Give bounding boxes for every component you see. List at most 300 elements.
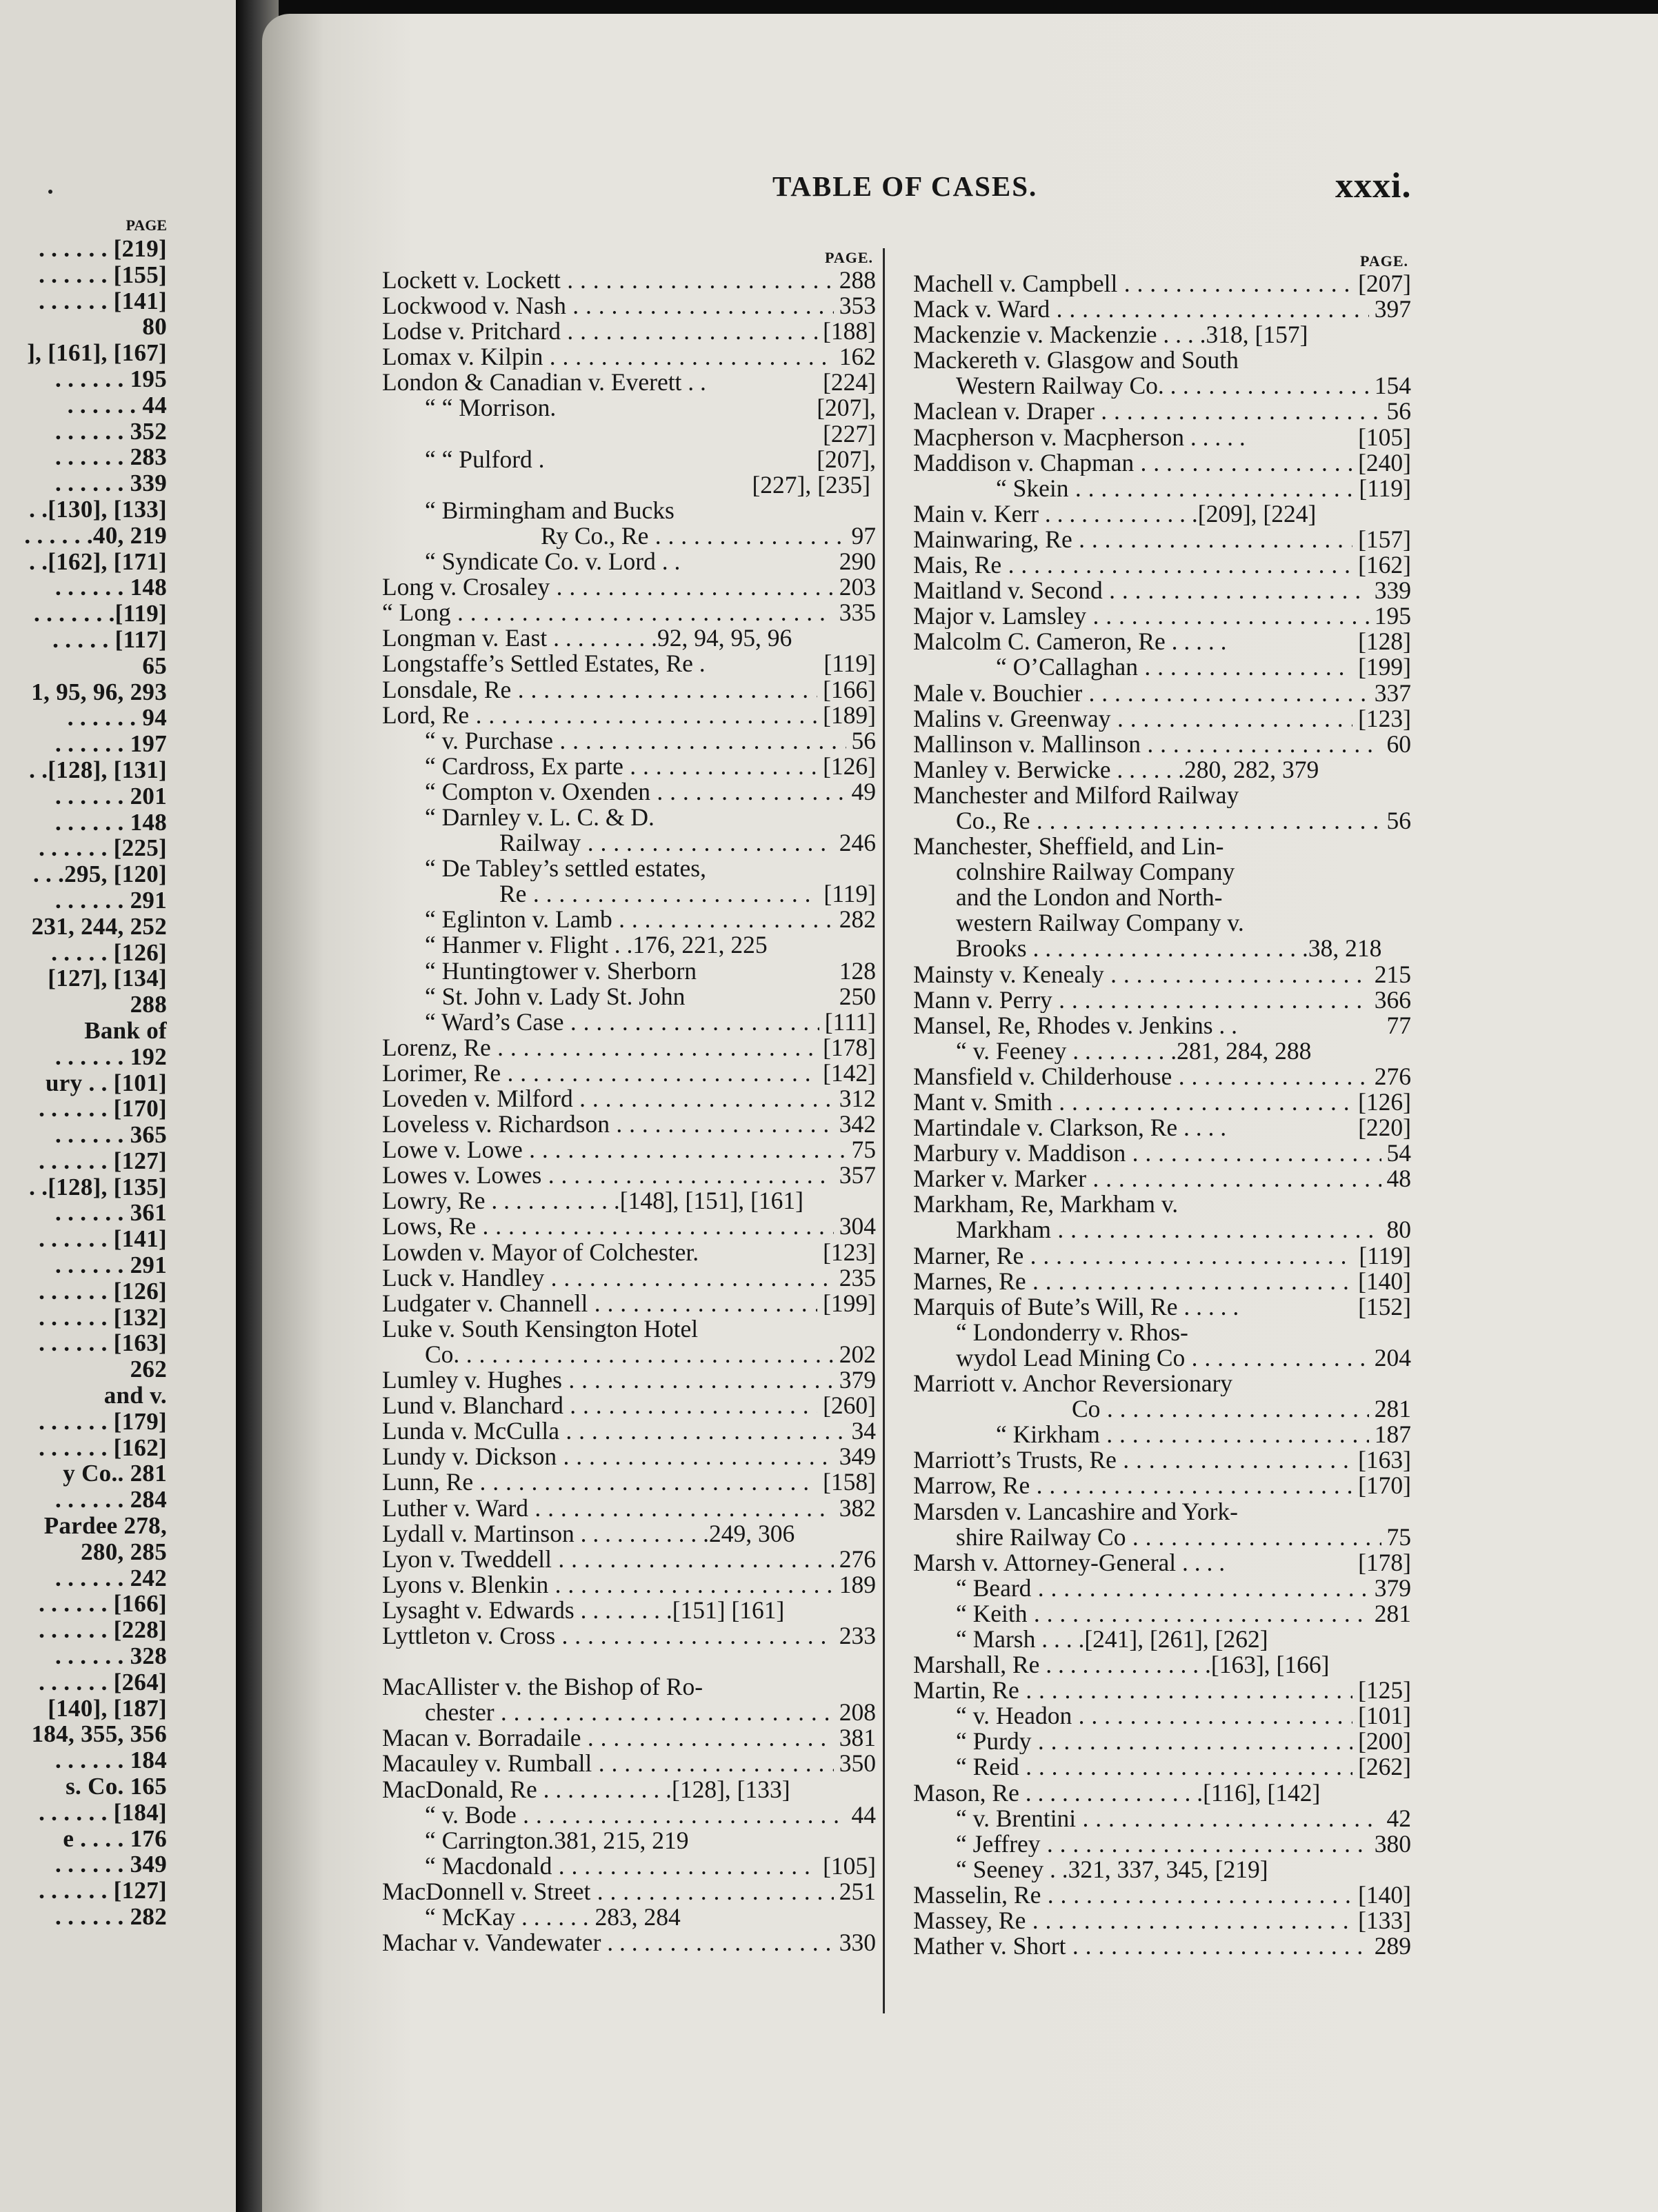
case-page-ref (870, 1904, 876, 1930)
page-header (262, 166, 1658, 211)
case-entry (382, 1496, 876, 1521)
case-name: Luther v. Ward . . . (382, 1496, 834, 1521)
case-entry (913, 1573, 1411, 1602)
case-page-ref: 379 (1374, 1573, 1411, 1602)
case-entry (913, 1447, 1411, 1473)
fragment-line: . . . . . . [179] (39, 1407, 167, 1435)
fragment-line: . . . . . . [155] (39, 261, 167, 288)
fragment-line: . . . . . . [127] (39, 1877, 167, 1904)
case-entry (913, 1806, 1411, 1831)
case-name: Long v. Crosaley . . . (382, 574, 834, 600)
case-name: Machell v. Campbell . . . (913, 271, 1352, 296)
case-name: Malins v. Greenway . . . (913, 706, 1352, 732)
case-entry (913, 1678, 1411, 1703)
case-page-ref: [140] (1358, 1267, 1411, 1295)
case-name: MacAllister v. the Bishop of Ro- (382, 1674, 703, 1700)
case-name: “ De Tabley’s settled estates, (425, 856, 706, 882)
case-name: “ Purdy . . . (913, 1729, 1352, 1754)
case-page-ref: 54 (1386, 1139, 1411, 1167)
case-name: Lydall v. Martinson . . . . . . . . . . .249, 306 (382, 1520, 795, 1547)
fragment-line: ury . . [101] (46, 1069, 167, 1096)
case-name: “ Huntingtower v. Sherborn (425, 958, 697, 984)
case-name: Lowes v. Lowes . . . (382, 1163, 834, 1188)
case-entry (913, 603, 1411, 629)
case-page-ref: [125] (1358, 1676, 1411, 1705)
case-name: chester . . . (382, 1700, 834, 1725)
case-entry (382, 421, 876, 447)
case-entry (382, 907, 876, 932)
case-name: and the London and North- (956, 885, 1223, 911)
case-name: Mack v. Ward . . . (913, 296, 1369, 322)
case-entry (913, 1140, 1411, 1166)
case-page-ref: [166] (823, 675, 876, 703)
case-page-ref: 335 (839, 599, 876, 627)
case-page-ref (1406, 1499, 1411, 1525)
fragment-line: 231, 244, 252 (31, 912, 167, 940)
case-entry (913, 654, 1411, 680)
fragment-line: . . . . . . 148 (55, 574, 167, 601)
case-entry (382, 268, 876, 293)
case-page-ref: [157] (1358, 525, 1411, 553)
fragment-line: 280, 285 (81, 1538, 167, 1565)
fragment-line: . . . . . . 197 (55, 730, 167, 758)
case-name: Mann v. Perry . . . (913, 987, 1369, 1013)
case-entry (382, 1393, 876, 1418)
case-name: “ Skein . . . (913, 476, 1353, 501)
case-page-ref: 215 (1374, 960, 1411, 988)
case-page-ref (1406, 1192, 1411, 1217)
case-entry (913, 1320, 1411, 1345)
case-page-ref (1406, 1780, 1411, 1806)
case-page-ref (870, 1521, 876, 1547)
case-page-ref: 195 (1374, 602, 1411, 630)
case-name: Macan v. Borradaile . . . (382, 1725, 834, 1751)
case-page-ref (870, 625, 876, 651)
case-entry (913, 808, 1411, 834)
case-name: Marquis of Bute’s Will, Re . . . . . (913, 1294, 1239, 1320)
case-entry (913, 1396, 1411, 1422)
case-entry (913, 476, 1411, 501)
case-name: “ v. Feeney . . . . . . . . .281, 284, 288 (956, 1038, 1312, 1064)
case-page-ref (870, 1777, 876, 1802)
case-name: Marner, Re . . . (913, 1243, 1353, 1269)
case-name: Western Railway Co. . . . . (913, 373, 1369, 399)
case-entry (913, 527, 1411, 552)
case-page-ref: 342 (839, 1110, 876, 1138)
case-entry (382, 395, 876, 421)
fragment-line: . . .295, [120] (32, 861, 167, 888)
case-entry (382, 805, 876, 830)
case-name: Mainwaring, Re . . . (913, 527, 1352, 552)
case-name: “ Compton v. Oxenden . . . (382, 779, 846, 805)
case-name: Luke v. South Kensington Hotel (382, 1316, 699, 1342)
case-entry (382, 1086, 876, 1112)
case-entry (382, 1240, 876, 1265)
fragment-line: 80 (142, 313, 167, 341)
case-entry (382, 1188, 876, 1214)
case-entry (382, 1674, 876, 1700)
case-entry (913, 1703, 1411, 1729)
case-entry (382, 1930, 876, 1955)
case-entry (913, 987, 1411, 1013)
case-entry (382, 1316, 876, 1342)
case-page-ref: 75 (1386, 1522, 1411, 1551)
page-column-label: PAGE. (825, 249, 873, 266)
case-name: Mallinson v. Mallinson . . . (913, 732, 1381, 757)
case-name: “ v. Bode . . . (382, 1802, 846, 1828)
fragment-line: . . . . . . 328 (55, 1642, 167, 1670)
case-entry (382, 1009, 876, 1035)
case-page-ref: [240] (1358, 448, 1411, 476)
case-name: “ Syndicate Co. v. Lord . . (425, 549, 681, 575)
fragment-line: . . . . . . 148 (55, 808, 167, 836)
case-name: Ludgater v. Channell . . . (382, 1291, 817, 1316)
case-entry (913, 936, 1411, 961)
fragment-line: [127], [134] (48, 965, 167, 992)
case-name: Maitland v. Second . . . (913, 578, 1369, 603)
case-page-ref: [123] (1358, 704, 1411, 732)
case-page-ref: [128] (1358, 627, 1411, 656)
fragment-line: . . . . . . [141] (39, 1225, 167, 1253)
case-entry (382, 370, 876, 395)
case-entry (913, 578, 1411, 603)
case-name: Marrow, Re . . . (913, 1473, 1352, 1498)
case-name: Macauley v. Rumball . . . (382, 1751, 834, 1776)
index-column-left (382, 248, 876, 1955)
case-entry (382, 1572, 876, 1598)
case-name: Lockett v. Lockett . . . (382, 268, 834, 293)
case-page-ref: 208 (839, 1698, 876, 1727)
case-name: Marbury v. Maddison . . . (913, 1140, 1381, 1166)
case-name: Lumley v. Hughes . . . (382, 1367, 834, 1393)
case-page-ref: [199] (1358, 653, 1411, 681)
case-entry (913, 1038, 1411, 1064)
case-page-ref (1406, 834, 1411, 859)
case-page-ref: 235 (839, 1263, 876, 1291)
previous-page-label: PAGE (126, 217, 167, 234)
case-page-ref (870, 1316, 876, 1342)
case-name: “ v. Brentini . . . (913, 1806, 1381, 1831)
case-entry (382, 1547, 876, 1572)
case-page-ref (870, 856, 876, 881)
case-page-ref (1406, 910, 1411, 936)
fragment-line: . . . . . . [170] (39, 1095, 167, 1123)
case-entry (382, 1853, 876, 1879)
case-page-ref: [140] (1358, 1880, 1411, 1909)
case-page-ref: 75 (851, 1136, 876, 1164)
case-name: Lyttleton v. Cross . . . (382, 1623, 834, 1649)
case-entry (913, 1780, 1411, 1806)
case-page-ref: 353 (839, 292, 876, 320)
case-entry (913, 629, 1411, 654)
case-page-ref: 60 (1386, 730, 1411, 758)
case-name: shire Railway Co . . . (913, 1525, 1381, 1550)
case-entry (382, 1828, 876, 1853)
case-name: Marriott v. Anchor Reversionary (913, 1371, 1233, 1397)
case-entry (913, 1345, 1411, 1371)
case-page-ref: [133] (1358, 1907, 1411, 1934)
case-entry (913, 885, 1411, 910)
case-name: “ v. Headon . . . (913, 1703, 1352, 1729)
case-name: Lomax v. Kilpin . . . (382, 344, 834, 370)
case-entry (913, 296, 1411, 322)
case-name: “ “ Morrison. (425, 395, 557, 421)
case-name: Lowe v. Lowe . . . (382, 1137, 846, 1163)
fragment-line: . . . . . . 242 (55, 1564, 167, 1591)
case-name: “ St. John v. Lady St. John (425, 983, 686, 1009)
case-name: “ Reid . . . (913, 1754, 1352, 1780)
fragment-line: . . . . . . 361 (55, 1199, 167, 1227)
case-page-ref: 357 (839, 1161, 876, 1189)
case-name: Lunn, Re . . . (382, 1469, 817, 1495)
case-entry (913, 1269, 1411, 1294)
fragment-line: 184, 355, 356 (31, 1720, 167, 1748)
case-name: “ Birmingham and Bucks (425, 497, 675, 523)
fragment-line: . . . . . . [162] (39, 1434, 167, 1461)
case-name: Mainsty v. Kenealy . . . (913, 962, 1369, 987)
case-page-ref (1406, 859, 1411, 885)
case-page-ref (870, 805, 876, 830)
case-page-ref: 381 (839, 1724, 876, 1752)
case-entry (913, 1064, 1411, 1089)
case-name: Manley v. Berwicke . . . . . .280, 282, 379 (913, 756, 1319, 783)
fragment-line: . . . . . . 291 (55, 886, 167, 914)
case-entry (382, 549, 876, 574)
case-entry (913, 1371, 1411, 1396)
case-entry (382, 1060, 876, 1086)
case-page-ref (1406, 1652, 1411, 1678)
case-entry (913, 271, 1411, 296)
case-page-ref: 189 (839, 1570, 876, 1598)
case-page-ref (1406, 783, 1411, 808)
case-name: Longman v. East . . . . . . . . .92, 94, 95, 96 (382, 625, 792, 652)
fragment-line: . . . . . . 349 (55, 1851, 167, 1878)
case-page-ref: 187 (1374, 1420, 1411, 1449)
case-entry (913, 1013, 1411, 1038)
case-entry (382, 881, 876, 907)
case-page-ref: 281 (1374, 1395, 1411, 1423)
case-page-ref: 339 (1374, 576, 1411, 605)
fragment-line: 1, 95, 96, 293 (31, 678, 167, 705)
case-name: London & Canadian v. Everett . . (382, 370, 706, 396)
case-entry (913, 1115, 1411, 1140)
case-page-ref (1406, 1320, 1411, 1345)
case-entry (382, 600, 876, 625)
case-entry (382, 1751, 876, 1776)
case-entry (382, 703, 876, 728)
fragment-line: . . . . . . [132] (39, 1303, 167, 1331)
case-page-ref: 80 (1386, 1216, 1411, 1244)
case-entry (913, 1294, 1411, 1320)
case-entry (913, 450, 1411, 476)
case-page-ref: [105] (1358, 423, 1411, 451)
case-name: Lorimer, Re . . . (382, 1060, 817, 1086)
case-name: “ Londonderry v. Rhos- (956, 1319, 1188, 1345)
fragment-line: . . . . . . 44 (67, 391, 167, 419)
case-page-ref: 233 (839, 1621, 876, 1649)
case-entry (913, 1166, 1411, 1192)
case-entry (382, 574, 876, 600)
case-entry (913, 322, 1411, 348)
case-name: western Railway Company v. (956, 910, 1244, 936)
case-name: Marshall, Re . . . . . . . . . . . . . .[163], [166] (913, 1652, 1330, 1678)
case-name: Luck v. Handley . . . (382, 1265, 834, 1291)
case-entry (913, 1499, 1411, 1525)
case-page-ref: 290 (839, 547, 876, 576)
case-entry (913, 1831, 1411, 1857)
case-name (382, 421, 817, 447)
case-page-ref: 379 (839, 1366, 876, 1394)
case-name: MacDonnell v. Street . . . (382, 1879, 834, 1904)
case-entry (382, 958, 876, 984)
case-page-ref: 49 (851, 777, 876, 805)
fragment-line: . . . . . . [127] (39, 1147, 167, 1174)
case-name: “ Carrington.381, 215, 219 (425, 1827, 689, 1853)
case-page-ref (870, 472, 876, 498)
case-page-ref: 337 (1374, 678, 1411, 707)
case-entry (382, 1163, 876, 1188)
case-entry (382, 344, 876, 370)
case-entry (382, 1777, 876, 1802)
case-name: Major v. Lamsley . . . (913, 603, 1369, 629)
case-name: Lows, Re . . . (382, 1214, 834, 1239)
case-entry (913, 757, 1411, 783)
case-name: Lund v. Blanchard . . . (382, 1393, 817, 1418)
case-page-ref: [207], (817, 394, 876, 422)
fragment-line: . . . . . . 195 (55, 365, 167, 392)
fragment-line: e . . . . 176 (63, 1824, 167, 1852)
fragment-line: . . . . . . [184] (39, 1798, 167, 1826)
case-page-ref: 97 (851, 521, 876, 550)
fragment-line: 288 (130, 991, 167, 1018)
case-page-ref: 56 (1386, 397, 1411, 425)
case-name: “ Jeffrey . . . (913, 1831, 1369, 1857)
case-name: Mant v. Smith . . . (913, 1089, 1352, 1115)
case-name: Co . . . (913, 1396, 1369, 1422)
case-page-ref: [224] (823, 368, 876, 396)
case-page-ref: [220] (1358, 1114, 1411, 1142)
case-entry (382, 293, 876, 319)
case-name: Longstaffe’s Settled Estates, Re . (382, 651, 706, 677)
case-entry (382, 1879, 876, 1904)
case-page-ref: [123] (823, 1238, 876, 1266)
case-page-ref: 366 (1374, 985, 1411, 1014)
case-entry (382, 625, 876, 651)
fragment-line: [140], [187] (48, 1694, 167, 1722)
case-name: “ McKay . . . . . . 283, 284 (425, 1904, 681, 1931)
case-name: Co., Re . . . (913, 808, 1381, 834)
case-page-ref: 304 (839, 1212, 876, 1240)
case-entry (913, 834, 1411, 859)
fragment-line: . . . . . . [166] (39, 1590, 167, 1618)
case-page-ref: [262] (1358, 1753, 1411, 1781)
case-page-ref: [158] (823, 1468, 876, 1496)
case-page-ref: 382 (839, 1494, 876, 1522)
case-name: MacDonald, Re . . . . . . . . . . .[128], [133] (382, 1776, 790, 1802)
case-name: Marker v. Marker . . . (913, 1166, 1381, 1192)
case-page-ref: 349 (839, 1442, 876, 1471)
case-name: “ Long . . . (382, 600, 834, 625)
case-entry (382, 984, 876, 1009)
case-name: Machar v. Vandewater . . . . . . (382, 1930, 834, 1955)
fragment-line: s. Co. 165 (66, 1773, 167, 1800)
case-page-ref: 276 (839, 1545, 876, 1573)
case-entry (913, 1857, 1411, 1882)
case-page-ref: 380 (1374, 1829, 1411, 1858)
case-name: “ Macdonald . . . (382, 1853, 817, 1879)
case-name (382, 1649, 870, 1674)
case-page-ref: [142] (823, 1058, 876, 1087)
case-name: Maddison v. Chapman . . . (913, 450, 1352, 476)
fragment-line: . .[130], [133] (29, 495, 167, 523)
case-page-ref (870, 1188, 876, 1214)
case-name: Manchester and Milford Railway (913, 782, 1239, 808)
case-page-ref: 203 (839, 573, 876, 601)
case-name: Lyons v. Blenkin . . . (382, 1572, 834, 1598)
case-page-ref: 282 (839, 905, 876, 934)
case-name: Male v. Bouchier . . . (913, 681, 1369, 706)
case-page-ref: [126] (1358, 1088, 1411, 1116)
case-name: Mackereth v. Glasgow and South (913, 348, 1239, 374)
case-entry (382, 1137, 876, 1163)
case-page-ref: 34 (851, 1417, 876, 1445)
case-entry (913, 783, 1411, 808)
fragment-line: 65 (142, 652, 167, 679)
case-name: Lord, Re . . . (382, 703, 817, 728)
case-name: “ Ward’s Case . . . (382, 1009, 819, 1035)
case-entry (382, 728, 876, 754)
case-entry (913, 1217, 1411, 1243)
case-page-ref: 44 (851, 1800, 876, 1829)
case-entry (382, 1469, 876, 1495)
case-page-ref: 330 (839, 1929, 876, 1957)
fragment-line: . . . . . . 365 (55, 1121, 167, 1149)
case-entry (382, 1521, 876, 1547)
case-page-ref: 281 (1374, 1599, 1411, 1627)
case-page-ref: [207], (817, 445, 876, 473)
case-entry (382, 319, 876, 344)
case-page-ref (870, 932, 876, 958)
page-title: TABLE OF CASES. (772, 170, 1038, 202)
case-page-ref: [105] (823, 1851, 876, 1880)
case-name: Lowry, Re . . . . . . . . . . .[148], [151], [161] (382, 1188, 803, 1214)
index-column-right (913, 252, 1411, 1959)
fragment-line: . . . . . [117] (52, 625, 167, 653)
fragment-line: . . . . . . [225] (39, 834, 167, 862)
fragment-line: . . . . . . [219] (39, 235, 167, 262)
previous-page-column (0, 215, 167, 1930)
case-entry (913, 678, 1411, 707)
case-name: Masselin, Re . . . (913, 1882, 1352, 1908)
case-entry (913, 399, 1411, 424)
case-page-ref: 312 (839, 1085, 876, 1112)
fragment-line: . . . . . . 192 (55, 1043, 167, 1070)
case-page-ref: [119] (823, 650, 876, 678)
case-page-ref: 128 (839, 956, 876, 985)
case-page-ref: 56 (1386, 806, 1411, 834)
case-entry (913, 732, 1411, 757)
page-column-label: PAGE. (1360, 252, 1408, 270)
case-entry (913, 962, 1411, 987)
case-entry (382, 1649, 876, 1674)
case-name: Lyon v. Tweddell . . . (382, 1547, 834, 1572)
case-entry (382, 1802, 876, 1828)
fragment-line: Pardee 278, (43, 1512, 167, 1540)
case-name: wydol Lead Mining Co . . . (913, 1345, 1369, 1371)
case-entry (913, 501, 1411, 527)
case-entry (382, 498, 876, 523)
case-entry (913, 373, 1411, 399)
